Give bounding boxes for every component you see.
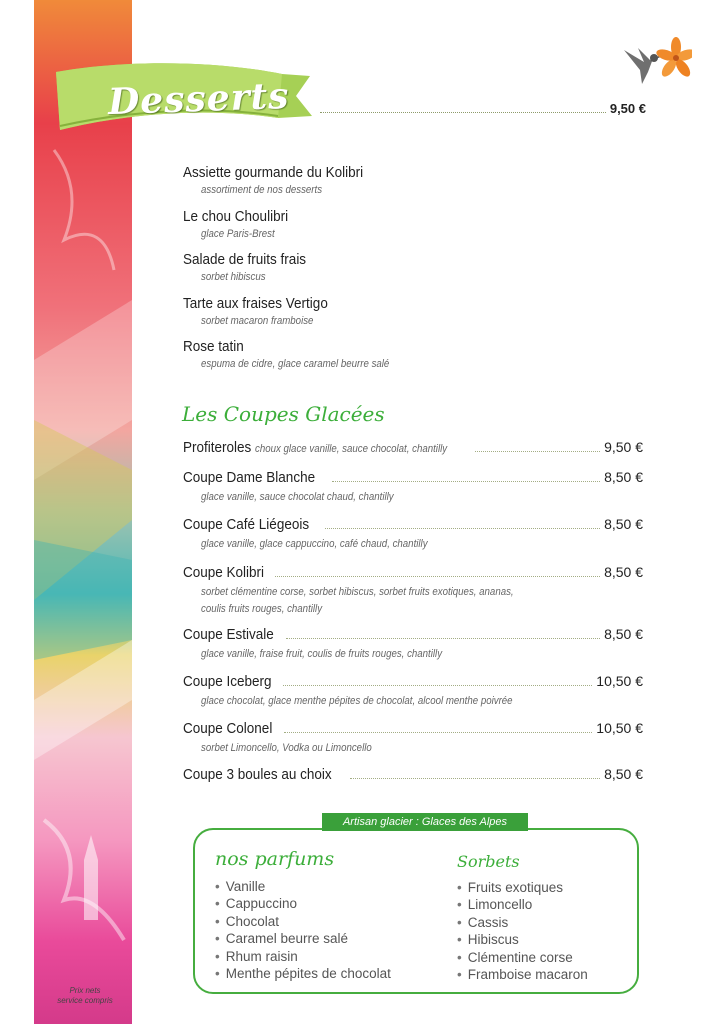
- sorbets-list: [457, 879, 588, 983]
- leader-dots: [350, 770, 600, 779]
- sorbets-title: Sorbets: [457, 852, 520, 871]
- coupe-name: Coupe Café Liégeois: [183, 516, 310, 533]
- list-item: • Framboise macaron: [457, 966, 588, 983]
- page-title: Desserts: [107, 74, 291, 124]
- sorbets-column: [457, 852, 588, 983]
- coupe-description: glace chocolat, glace menthe pépites de chocolat, alcool menthe poivrée: [201, 695, 513, 707]
- dessert-price: 9,50 €: [609, 101, 646, 116]
- list-item: • Chocolat: [215, 913, 391, 930]
- flavours-box: [193, 828, 639, 994]
- coupe-price: 10,50 €: [596, 720, 643, 736]
- coupe-price: 8,50 €: [604, 766, 643, 782]
- coupe-item: [183, 766, 643, 783]
- dessert-item: [183, 251, 563, 295]
- dessert-item: [183, 295, 563, 339]
- dessert-name: Tarte aux fraises Vertigo: [183, 294, 328, 312]
- leader-dots: [275, 568, 600, 577]
- dessert-name: Rose tatin: [183, 338, 244, 356]
- leader-dots: [283, 677, 592, 686]
- coupe-price: 10,50 €: [596, 673, 643, 689]
- coupe-description: glace vanille, glace cappuccino, café chaud, chantilly: [201, 538, 428, 550]
- coupe-name: Coupe Kolibri: [183, 564, 265, 581]
- coupe-price: 8,50 €: [604, 516, 643, 532]
- coupe-name: Coupe Colonel: [183, 720, 273, 737]
- coupe-item: [183, 720, 643, 757]
- dessert-name: Assiette gourmande du Kolibri: [183, 164, 364, 181]
- coupe-item: [183, 439, 643, 456]
- dessert-description: assortiment de nos desserts: [201, 184, 323, 196]
- list-item: • Fruits exotiques: [457, 879, 588, 896]
- coupe-price: 9,50 €: [604, 439, 643, 455]
- coupe-name: Coupe Iceberg: [183, 673, 272, 690]
- parfums-column: [215, 848, 391, 982]
- footnote: Prix nets service compris: [57, 986, 113, 1005]
- dessert-list: [183, 164, 563, 382]
- list-item: • Hibiscus: [457, 931, 588, 948]
- list-item: • Rhum raisin: [215, 948, 391, 965]
- coupe-description: glace vanille, sauce chocolat chaud, chantilly: [201, 491, 394, 503]
- coupe-name: Coupe 3 boules au choix: [183, 766, 332, 783]
- artisan-label: Artisan glacier : Glaces des Alpes: [322, 813, 528, 831]
- coupe-description: glace vanille, fraise fruit, coulis de fruits rouges, chantilly: [201, 648, 443, 660]
- leader-dots: [475, 443, 600, 452]
- dessert-item: [183, 338, 563, 382]
- leader-dots: [332, 473, 600, 482]
- dessert-name: Salade de fruits frais: [183, 251, 307, 269]
- leader-dots: [325, 520, 600, 529]
- leader-dots: [284, 724, 592, 733]
- coupe-item: [183, 516, 643, 553]
- list-item: • Cassis: [457, 914, 588, 931]
- leader-dots: [286, 630, 600, 639]
- decorative-color-band: [34, 0, 132, 1024]
- coupe-name: Coupe Estivale: [183, 626, 274, 643]
- coupe-price: 8,50 €: [604, 469, 643, 485]
- coupe-description: sorbet Limoncello, Vodka ou Limoncello: [201, 742, 372, 754]
- dessert-description: espuma de cidre, glace caramel beurre salé: [201, 358, 390, 371]
- dessert-description: sorbet macaron framboise: [201, 314, 314, 327]
- list-item: • Caramel beurre salé: [215, 930, 391, 947]
- dessert-name: Le chou Choulibri: [183, 207, 289, 225]
- coupe-name: Coupe Dame Blanche: [183, 469, 316, 486]
- dessert-item: [183, 208, 563, 252]
- parfums-list: [215, 878, 391, 982]
- dessert-description: glace Paris-Brest: [201, 227, 275, 240]
- coupe-name: Profiteroles: [183, 439, 252, 456]
- hummingbird-flower-icon: [620, 36, 692, 86]
- coupe-price: 8,50 €: [604, 626, 643, 642]
- list-item: • Menthe pépites de chocolat: [215, 965, 391, 982]
- coupe-price: 8,50 €: [604, 564, 643, 580]
- leader-dots: [320, 103, 606, 113]
- dessert-description: sorbet hibiscus: [201, 271, 266, 284]
- parfums-title: nos parfums: [215, 848, 335, 870]
- coupe-item: [183, 469, 643, 506]
- dessert-item: [183, 164, 563, 208]
- list-item: • Clémentine corse: [457, 949, 588, 966]
- list-item: • Vanille: [215, 878, 391, 895]
- coupe-item: [183, 626, 643, 663]
- dessert-price-line: [320, 101, 646, 116]
- list-item: • Limoncello: [457, 896, 588, 913]
- coupe-description: choux glace vanille, sauce chocolat, chantilly: [254, 443, 447, 455]
- list-item: • Cappuccino: [215, 895, 391, 912]
- coupe-item: [183, 564, 643, 618]
- coupe-item: [183, 673, 643, 710]
- coupes-section-title: Les Coupes Glacées: [182, 402, 385, 426]
- coupe-description: sorbet clémentine corse, sorbet hibiscus, sorbet fruits exotiques, ananas, coulis fruits rouges, chantilly: [201, 586, 514, 615]
